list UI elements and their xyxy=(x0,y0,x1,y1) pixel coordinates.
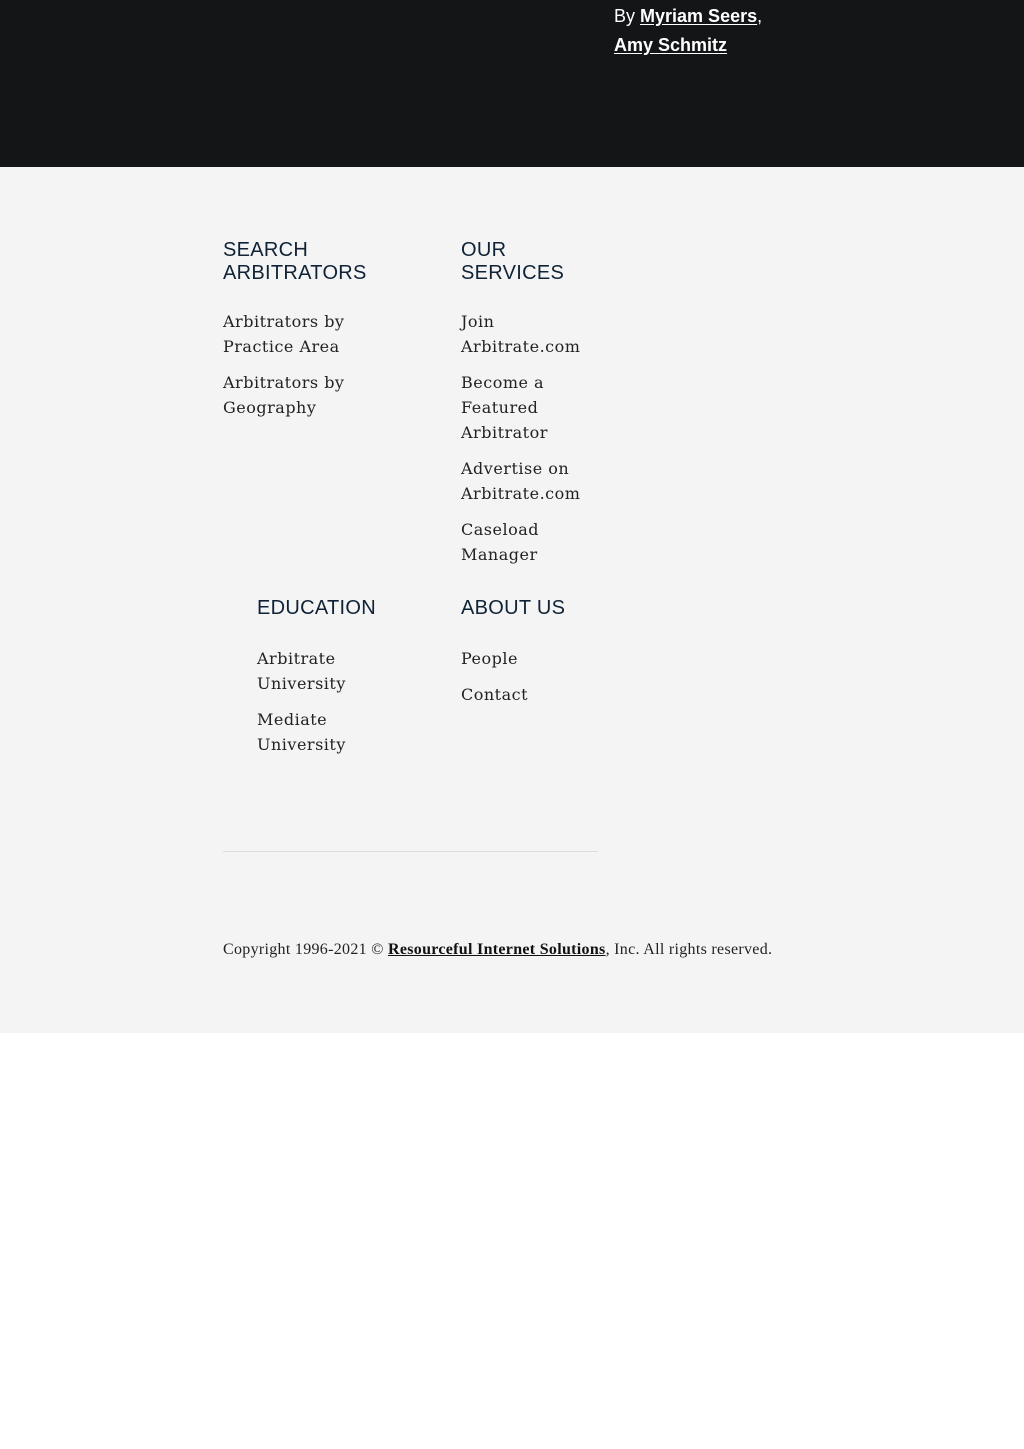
site-footer xyxy=(0,167,1024,1033)
author-link-amy-schmitz[interactable]: Amy Schmitz xyxy=(614,35,728,55)
byline-separator: , xyxy=(757,6,763,26)
footer-link-list xyxy=(461,309,601,567)
footer-link-list xyxy=(461,646,601,707)
link-people[interactable]: People xyxy=(461,649,518,668)
footer-heading-education: EDUCATION xyxy=(257,597,376,619)
link-mediate-university[interactable]: Mediate University xyxy=(257,710,346,754)
list-item xyxy=(461,682,601,707)
footer-column-search-arbitrators xyxy=(223,239,393,431)
footer-divider xyxy=(223,851,598,852)
link-contact[interactable]: Contact xyxy=(461,685,529,704)
list-item xyxy=(223,370,393,420)
copyright-notice xyxy=(223,940,943,960)
footer-column-our-services xyxy=(461,239,601,578)
footer-column-education xyxy=(257,597,407,768)
footer-heading-search-arbitrators: SEARCH ARBITRATORS xyxy=(223,239,367,284)
link-caseload-manager[interactable]: Caseload Manager xyxy=(461,520,539,564)
footer-heading-our-services: OUR SERVICES xyxy=(461,239,565,284)
list-item xyxy=(461,456,601,506)
link-arbitrators-by-practice-area[interactable]: Arbitrators by Practice Area xyxy=(223,312,345,356)
footer-link-list xyxy=(257,646,407,757)
link-advertise[interactable]: Advertise on Arbitrate.com xyxy=(461,459,581,503)
byline-prefix: By xyxy=(614,6,636,26)
footer-column-about-us xyxy=(461,597,601,718)
author-link-myriam-seers[interactable]: Myriam Seers xyxy=(640,6,758,26)
list-item xyxy=(461,370,601,445)
list-item xyxy=(461,646,601,671)
list-item xyxy=(461,309,601,359)
footer-link-list xyxy=(223,309,393,420)
company-link[interactable]: Resourceful Internet Solutions xyxy=(387,941,606,958)
list-item xyxy=(257,707,407,757)
link-become-featured-arbitrator[interactable]: Become a Featured Arbitrator xyxy=(461,373,548,442)
list-item xyxy=(257,646,407,696)
link-arbitrate-university[interactable]: Arbitrate University xyxy=(257,649,346,693)
copyright-suffix: , Inc. All rights reserved. xyxy=(605,941,773,958)
link-arbitrators-by-geography[interactable]: Arbitrators by Geography xyxy=(223,373,345,417)
list-item xyxy=(461,517,601,567)
list-item xyxy=(223,309,393,359)
article-header-band xyxy=(0,0,1024,167)
footer-heading-about-us: ABOUT US xyxy=(461,597,566,619)
link-join-arbitrate[interactable]: Join Arbitrate.com xyxy=(461,312,581,356)
byline xyxy=(614,2,814,60)
copyright-prefix: Copyright 1996-2021 © xyxy=(223,941,388,958)
